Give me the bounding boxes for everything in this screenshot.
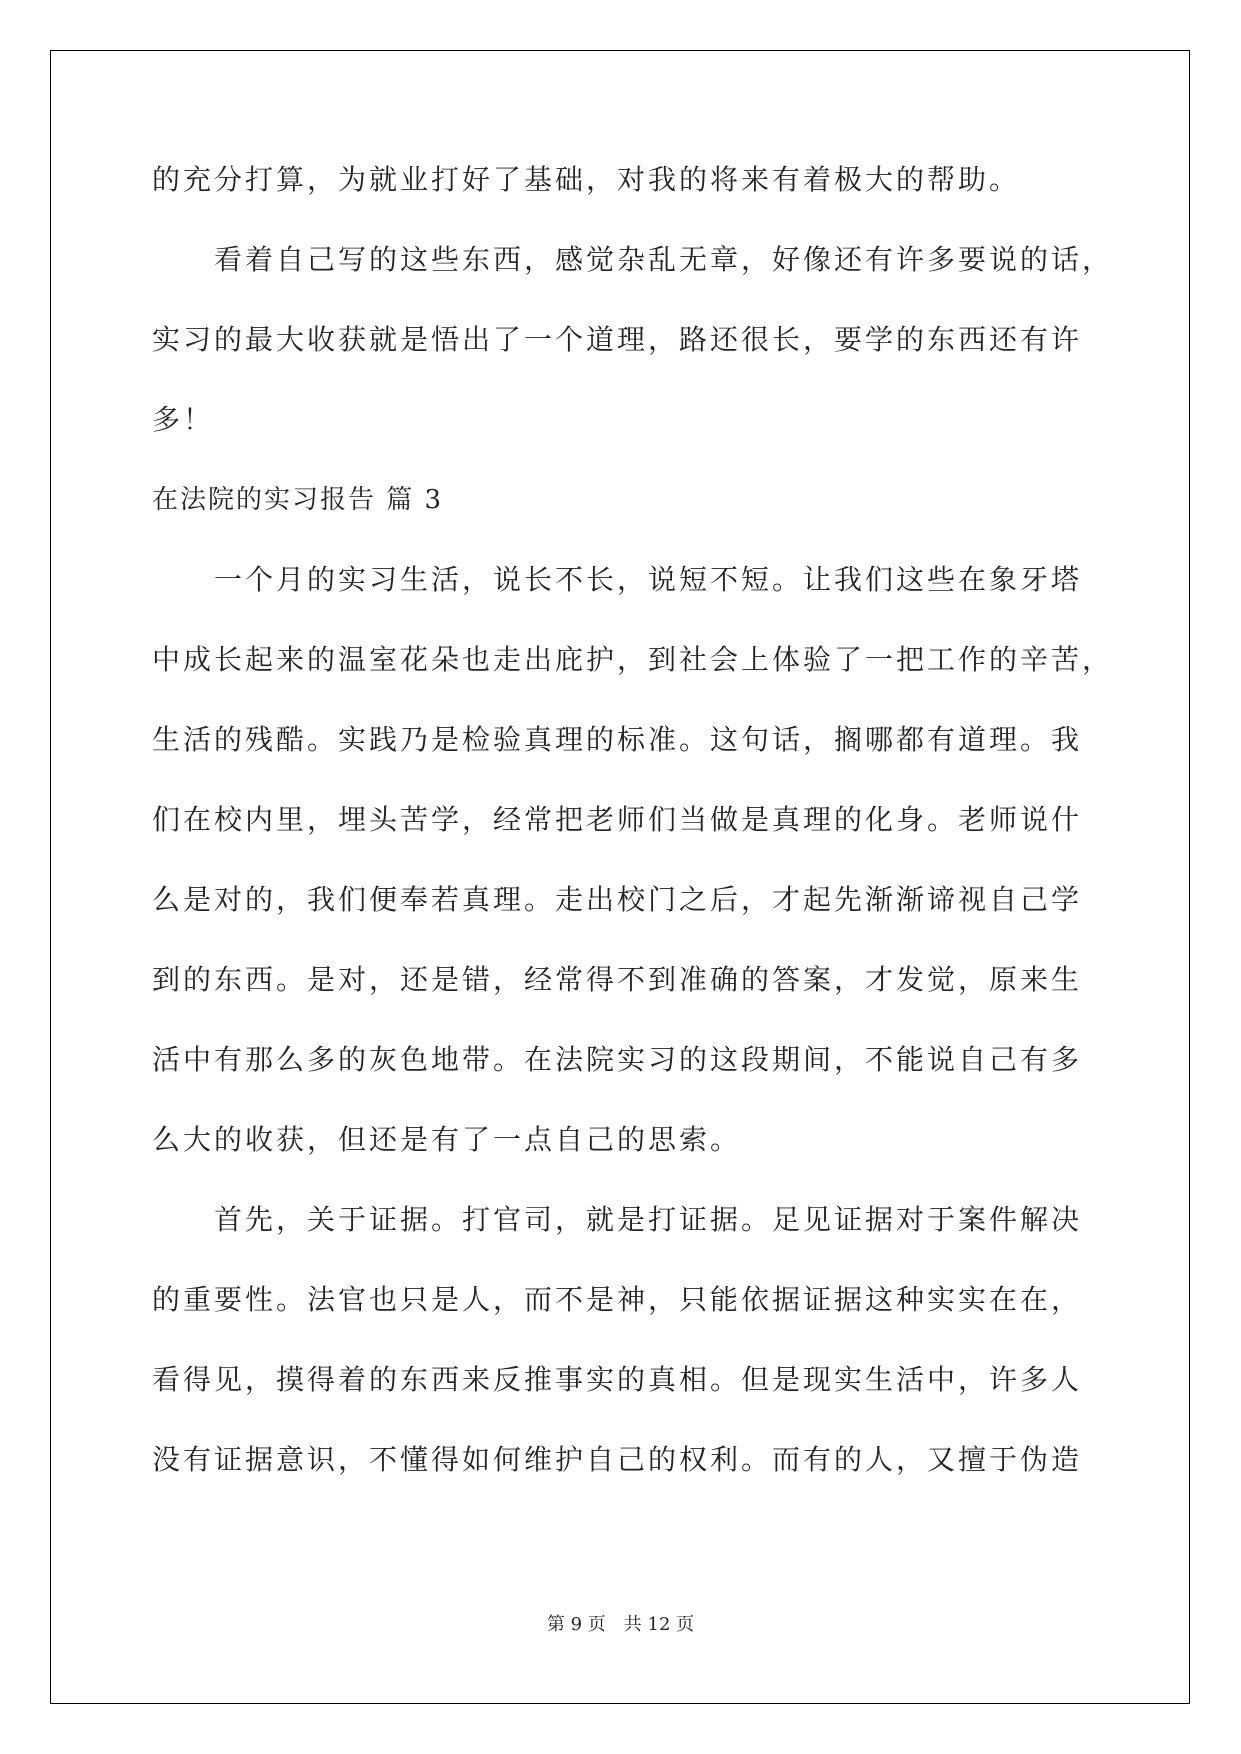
paragraph-line: 生活的残酷。实践乃是检验真理的标准。这句话，搁哪都有道理。我 (152, 723, 1083, 756)
paragraph-line: 一个月的实习生活，说长不长，说短不短。让我们这些在象牙塔 (214, 563, 1083, 596)
paragraph-line: 的重要性。法官也只是人，而不是神，只能依据证据这种实实在在， (152, 1283, 1083, 1316)
paragraph-line: 没有证据意识，不懂得如何维护自己的权利。而有的人，又擅于伪造 (152, 1443, 1083, 1476)
paragraph-line: 首先，关于证据。打官司，就是打证据。足见证据对于案件解决 (214, 1203, 1083, 1236)
paragraph-line: 中成长起来的温室花朵也走出庇护，到社会上体验了一把工作的辛苦， (152, 643, 1114, 676)
page-number: 第 9 页 共 12 页 (546, 1614, 695, 1635)
paragraph-line: 到的东西。是对，还是错，经常得不到准确的答案，才发觉，原来生 (152, 963, 1083, 996)
paragraph-line: 实习的最大收获就是悟出了一个道理，路还很长，要学的东西还有许 (152, 323, 1083, 356)
document-body (152, 160, 1112, 1520)
paragraph-line: 么是对的，我们便奉若真理。走出校门之后，才起先渐渐谛视自己学 (152, 883, 1083, 916)
paragraph-line: 多！ (152, 403, 215, 436)
paragraph-line: 么大的收获，但还是有了一点自己的思索。 (152, 1123, 742, 1156)
section-heading: 在法院的实习报告 篇 3 (152, 485, 444, 515)
paragraph-line: 看得见，摸得着的东西来反推事实的真相。但是现实生活中，许多人 (152, 1363, 1083, 1396)
paragraph-line: 活中有那么多的灰色地带。在法院实习的这段期间，不能说自己有多 (152, 1043, 1083, 1076)
paragraph-line: 的充分打算，为就业打好了基础，对我的将来有着极大的帮助。 (152, 163, 1021, 196)
paragraph-line: 们在校内里，埋头苦学，经常把老师们当做是真理的化身。老师说什 (152, 803, 1083, 836)
paragraph-line: 看着自己写的这些东西，感觉杂乱无章，好像还有许多要说的话， (214, 243, 1114, 276)
